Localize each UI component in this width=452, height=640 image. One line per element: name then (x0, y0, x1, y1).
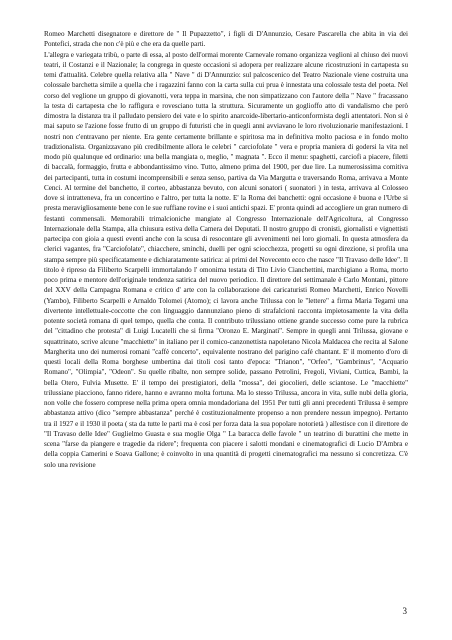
paragraph: Romeo Marchetti disegnatore e direttore de " Il Pupazzetto", i figli di D'Annunzio, Cesare Pascarella che abita in via dei Pontefici, strada che non c'è più e che era da quelle parti. (44, 30, 408, 49)
body-text (44, 29, 408, 470)
page-number: 3 (402, 606, 407, 616)
paragraph: L'allegra e variegata tribù, o parte di essa, al posto dell'ormai morente Carnevale romano organizza veglioni al chiuso dei nuovi teatri, il Costanzi e il Nazionale; la congrega in queste occasioni si adopera per realizzare alcune ricostruzioni in cartapesta su temi d'attualità. Celebre quella relativa alla " Nave " di D'Annunzio: sul palcoscenico del Teatro Nazionale viene costruita una colossale barchetta simile a quella che i ragazzini fanno con la carta sulla cui prua è innestata una colossale testa del poeta. Nel corso del veglione un gruppo di giovanotti, vera teppa in marsina, che non simpatizzano con l'autore della " Nave " fracassano la testa di cartapesta che lo raffigura e rovesciano tutta la struttura. Sicuramente un goglioffo atto di vandalismo che però dimostra la distanza tra il palludato pensiero dei vate e lo spirito anarcoide-libertario-anticonformista degli attentatori. Non si è mai saputo se l'azione fosse frutto di un gruppo di futuristi che in quegli anni avviavano le loro rivoluzionarie manifestazioni. I nostri non c'entravano per niente. Era gente certamente brillante e spiritosa ma in definitiva molto paciosa e in fondo molto tradizionalista. Organizzavano più credibilmente allora le celebri " carciofolate " vera e propria maniera di godersi la vita nel modo più qualunque ed ordinario: una bella mangiata o, meglio, " magnata ". Ecco il menu: spaghetti, carciofi a piacere, filetti di baccalà, formaggio, frutta e abbondantissimo vino. Tutto, almeno prima del 1900, per due lire. La numerosissima comitiva dei partecipanti, tutta in costumi incomprensibili e senza senso, partiva da Via Margutta e traversando Roma, arrivava a Monte Cenci. Al termine del banchetto, il corteo, abbastanza bevuto, con alcuni sonatori ( suonatori ) in testa, arrivava al Colosseo dove si intratteneva, fra un concertino e l'altro, per tutta la notte. E' la Roma dei banchetti: ogni occasione è buona e l'Urbe si presta meravigliosamente bene con le sue ruffiane rovine e i suoi antichi spazi. E' pronta quindi ad accogliere un gran numero di festanti commensali. Memorabili trimalcioniche mangiate al Congresso Internazionale dell'Agricoltura, al Congresso Internazionale della Stampa, alla chiusura estiva della Camera dei Deputati. Il nostro gruppo di cronisti, giornalisti e vignettisti partecipa con gioia a questi eventi anche con la scusa di resocontare gli avvenimenti nei loro giornali. In questa atmosfera da clerici vagantes, fra "Carciofolate", chiacchere, sminchi, duelli per ogni sciocchezza, progetti su ogni direzione, si profila una stampa sempre più specificatamente e dichiaratamente satirica: ai primi del Novecento ecco che nasce "Il Travaso delle Idee". Il titolo è ripreso da Filiberto Scarpelli immortalando l' omonima testata di Tito Livio Cianchettini, marchigiano a Roma, morto poco prima e mentore dell'originale tendenza satirica del nuovo periodico. Il direttore del settimanale è Carlo Montani, pittore del XXV della Campagna Romana e critico d' arte con la collaborazione dei caricaturisti Romeo Marchetti, Enrico Novelli (Yambo), Filiberto Scarpelli e Arnaldo Tolomei (Atomo); ci lavora anche Trilussa con le "lettere" a firma Maria Tegami una divertente intellettuale-coccotte che con linguaggio dannunziano pieno di strafalcioni racconta impietosamente la vita della potente società romana di quel tempo, quella che conta. Il contributo trilussiano ottiene grande successo come pure la rubrica del "cittadino che protesta" di Luigi Lucatelli che si firma "Oronzo E. Marginati". Sempre in quegli anni Trilussa, giovane e squattrinato, scrive alcune "macchiette" in italiano per il comico-canzonettista napoletano Nicola Maldacea che recita al Salone Margherita uno dei numerosi romani "caffè concerto", equivalente nostrano del parigino café chantant. E' il momento d'oro di questi locali della Roma borghese umbertina dai titoli così tanto d'epoca: "Trianon", "Orfeo", "Gambrinus", "Acquario Romano", "Olimpia", "Odeon". Su quelle ribalte, non sempre solide, passano Petrolini, Fregoli, Viviani, Cuttica, Bambi, la bella Otero, Fulvia Musette. E' il tempo dei prestigiatori, della "mossa", dei giocolieri, delle sciantose. Le "macchiette" trilussiane piacciono, fanno ridere, hanno e avranno molta fortuna. Ma lo stesso Trilussa, ancora in vita, sulle nubi della gloria, non volle che fossero comprese nella prima opera omnia mondadoriana del 1951 Per tutti gli anni precedenti Trilussa è sempre abbastanza attivo (dico "sempre abbastanza" perché è costituzionalmente propenso a non prendere nessun impegno). Pertanto tra il 1927 e il 1930 il poeta ( sta da tutte le parti ma è così per forza data la sua popolare notorietà ) allestisce con il direttore de "Il Travaso delle Idee" Guglielmo Guasta e sua moglie Olga " La baracca delle favole " un teatrino di burattini che mette in scena "farse da piangere e tragedie da ridere"; frequenta con piacere i salotti mondani e cinematografici di Lucio D'Ambra e della coppia Camerini e Soava Gallone; è coinvolto in una quantità di progetti cinematografici ma nessuno si concretizza. C'è solo una revisione (44, 50, 408, 469)
